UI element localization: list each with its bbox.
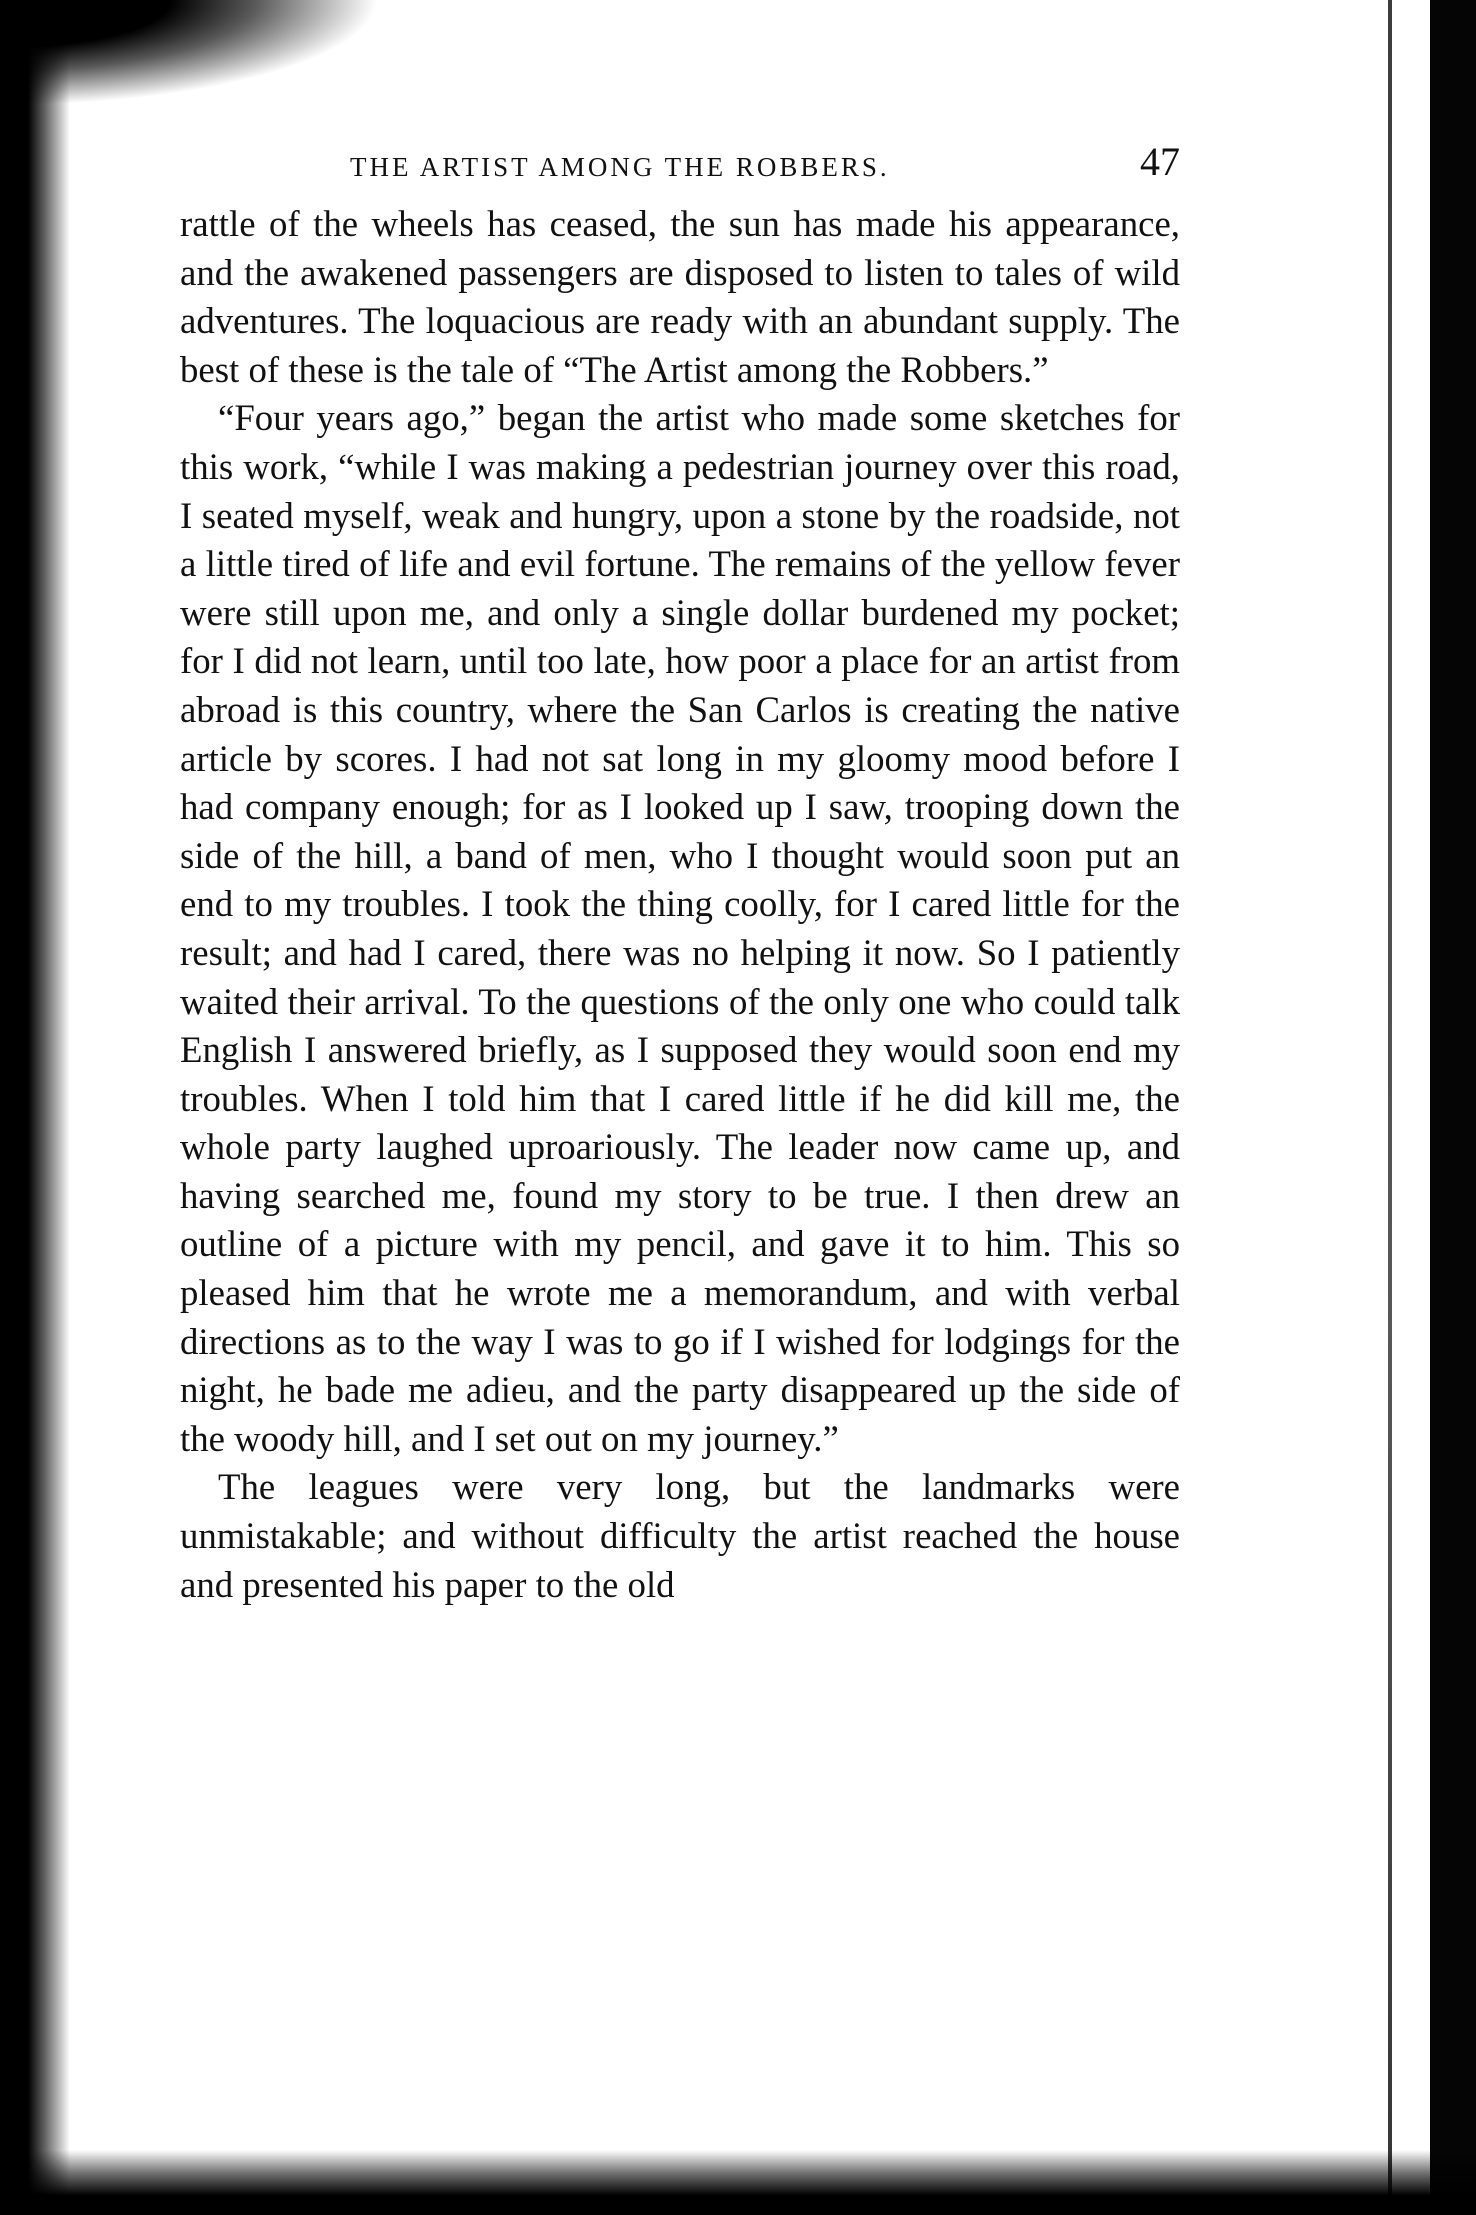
page-number: 47 — [1140, 139, 1180, 184]
scan-torn-corner — [0, 0, 430, 120]
book-page — [180, 130, 1180, 1609]
paragraph: The leagues were very long, but the landmarks were unmistakable; and without difficulty the artist reached the house and presented his paper to the old — [180, 1466, 1180, 1605]
paragraph: rattle of the wheels has ceased, the sun has made his appearance, and the awakened passengers are disposed to listen to tales of wild adventures. The loquacious are ready with an abundant supply. The best of these is the tale of “The Artist among the Robbers.” — [180, 203, 1180, 390]
running-title: THE ARTIST AMONG THE ROBBERS. — [350, 152, 890, 182]
running-head — [180, 130, 1180, 192]
scan-left-edge — [0, 0, 70, 2215]
scan-right-edge — [1430, 0, 1476, 2215]
page-edge-line — [1388, 0, 1392, 2215]
paragraph: “Four years ago,” began the artist who made some sketches for this work, “while I was making a pedestrian journey over this road, I seated myself, weak and hungry, upon a stone by the roadside, not a little tired of life and evil fortune. The remains of the yellow fever were still upon me, and only a single dollar burdened my pocket; for I did not learn, until too late, how poor a place for an artist from abroad is this country, where the San Carlos is creating the native article by scores. I had not sat long in my gloomy mood before I had company enough; for as I looked up I saw, trooping down the side of the hill, a band of men, who I thought would soon put an end to my troubles. I took the thing coolly, for I cared little for the result; and had I cared, there was no helping it now. So I patiently waited their arrival. To the questions of the only one who could talk English I answered briefly, as I supposed they would soon end my troubles. When I told him that I cared little if he did kill me, the whole party laughed uproariously. The leader now came up, and having searched me, found my story to be true. I then drew an outline of a picture with my pencil, and gave it to him. This so pleased him that he wrote me a memorandum, and with verbal directions as to the way I was to go if I wished for lodgings for the night, he bade me adieu, and the party disappeared up the side of the woody hill, and I set out on my journey.” — [180, 397, 1180, 1459]
scan-bottom-edge — [0, 2150, 1476, 2215]
body-text — [180, 200, 1180, 1609]
